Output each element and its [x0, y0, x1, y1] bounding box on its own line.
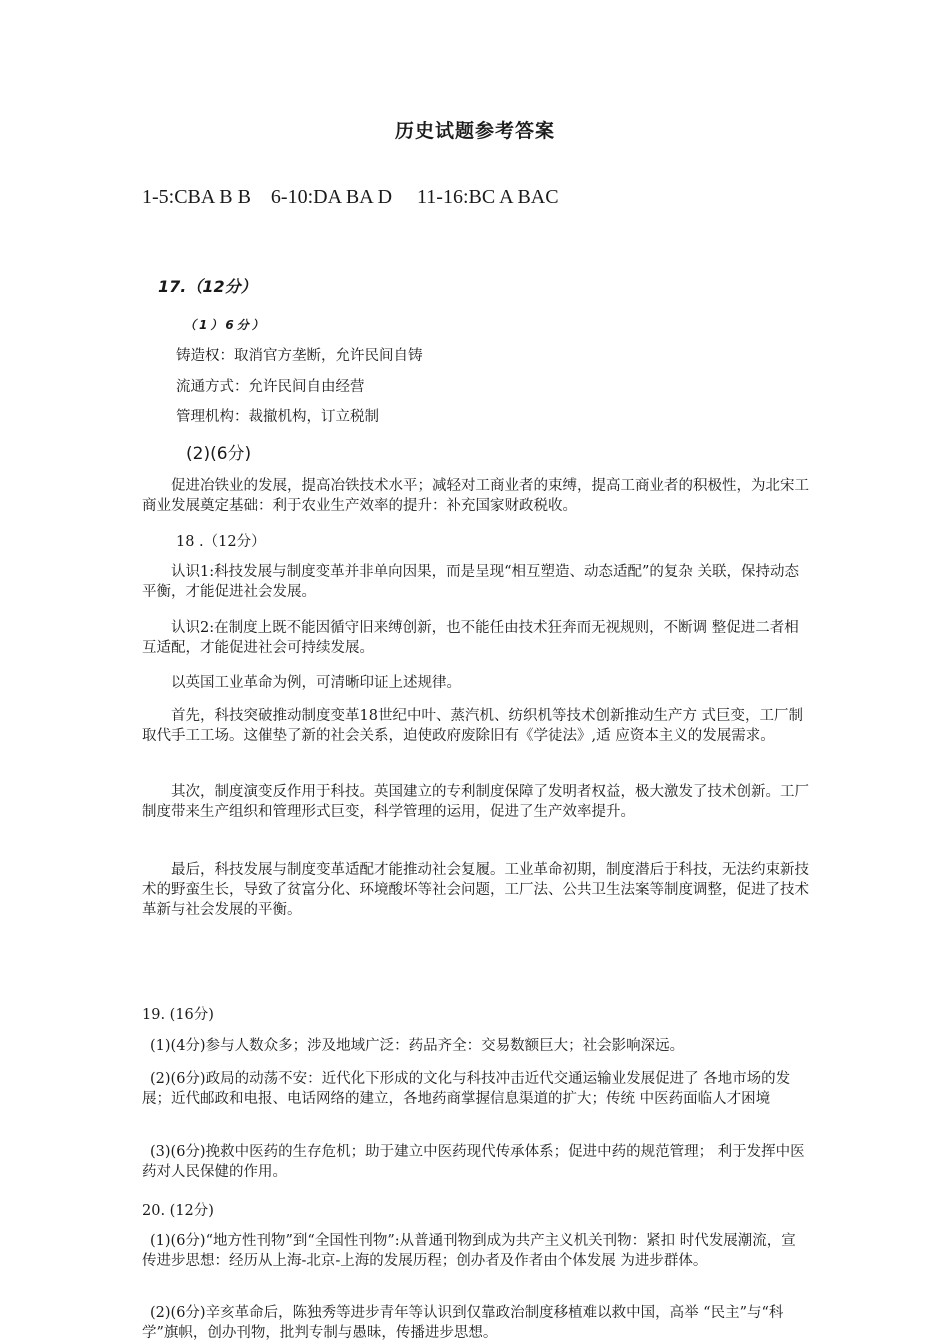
- q20-answer-1: (1)(6分)“地方性刊物”到“全国性刊物”:从普通刊物到成为共产主义机关刊物：紧扣 时代发展潮流，宣传进步思想：经历从上海-北京-上海的发展历程；创办者及作者由个体发展 为进步群体。: [142, 1233, 796, 1269]
- q18-paragraph: 最后，科技发展与制度变革适配才能推动社会复履。工业革命初期，制度潜后于科技，无法约束新技术的野蛮生长，导致了贫富分化、环境酸坏等社会问题，工厂法、公共卫生法案等制度调整，促进了技术革新与社会发展的平衡。: [142, 862, 809, 918]
- q18-paragraph: 认识1:科技发展与制度变革并非单向因果，而是呈现“相互塑造、动态适配”的复杂 关联，保持动态平衡，才能促进社会发展。: [142, 564, 800, 600]
- q20-heading: 20. (12分): [142, 1203, 214, 1219]
- q19-answer-1: (1)(4分)参与人数众多；涉及地域广泛：药品齐全：交易数额巨大；社会影响深远。: [150, 1038, 685, 1054]
- q18-paragraph: 其次，制度演变反作用于科技。英国建立的专利制度保障了发明者权益，极大激发了技术创新。工厂制度带来生产组织和管理形式巨变，科学管理的运用，促进了生产效率提升。: [142, 784, 809, 820]
- mcq-group-1: 1-5:CBA B B: [142, 186, 251, 208]
- q19-answer-3: (3)(6分)挽救中医药的生存危机；助于建立中医药现代传承体系；促进中药的规范管理； 利于发挥中医药对人民保健的作用。: [142, 1144, 805, 1180]
- q18-paragraph: 认识2:在制度上既不能因循守旧来缚创新，也不能任由技术狂奔而无视规则，不断调 整促进二者相互适配，才能促进社会可持续发展。: [142, 620, 799, 656]
- multiple-choice-answers: [142, 186, 559, 209]
- q19-answer-2: (2)(6分)政局的动荡不安：近代化下形成的文化与科技冲击近代交通运输业发展促进了 各地市场的发展；近代邮政和电报、电话网络的建立，各地药商掌握信息渠道的扩大；传统 中医药面临人才困境: [142, 1071, 791, 1107]
- q20-answer-2: (2)(6分)辛亥革命后，陈独秀等进步青年等认识到仅靠政治制度移植难以救中国，高举 “民主”与“科学”旗帜，创办刊物，批判专制与愚昧，传播进步思想。: [142, 1305, 784, 1341]
- mcq-group-3: 11-16:BC A BAC: [417, 186, 559, 208]
- mcq-group-2: 6-10:DA BA D: [270, 186, 393, 208]
- q18-paragraph: 以英国工业革命为例，可清晰印证上述规律。: [171, 675, 461, 691]
- q17-part1-line: 管理机构：裁撤机构，订立税制: [176, 409, 379, 425]
- q17-part2-text: 促进冶铁业的发展，提高冶铁技术水平；减轻对工商业者的束缚，提高工商业者的积极性，为北宋工商业发展奠定基础：利于农业生产效率的提升：补充国家财政税收。: [142, 478, 809, 514]
- q17-part1-heading: （1）6分）: [184, 318, 267, 332]
- q18-paragraph: 首先，科技突破推动制度变革18世纪中叶、蒸汽机、纺织机等技术创新推动生产方 式巨变，工厂制取代手工工场。这催垫了新的社会关系，迫使政府废除旧有《学徒法》,适 应资本主义的发展需求。: [142, 708, 804, 744]
- q17-part1-line: 流通方式：允许民间自由经营: [176, 379, 365, 395]
- page-title: 历史试题参考答案: [394, 120, 555, 142]
- q18-heading: 18 .（12分）: [176, 534, 266, 550]
- q17-heading: 17.（12分）: [158, 277, 257, 296]
- q19-heading: 19. (16分): [142, 1007, 214, 1023]
- q17-part2-heading: (2)(6分): [186, 444, 252, 464]
- q17-part1-line: 铸造权：取消官方垄断，允许民间自铸: [176, 348, 423, 364]
